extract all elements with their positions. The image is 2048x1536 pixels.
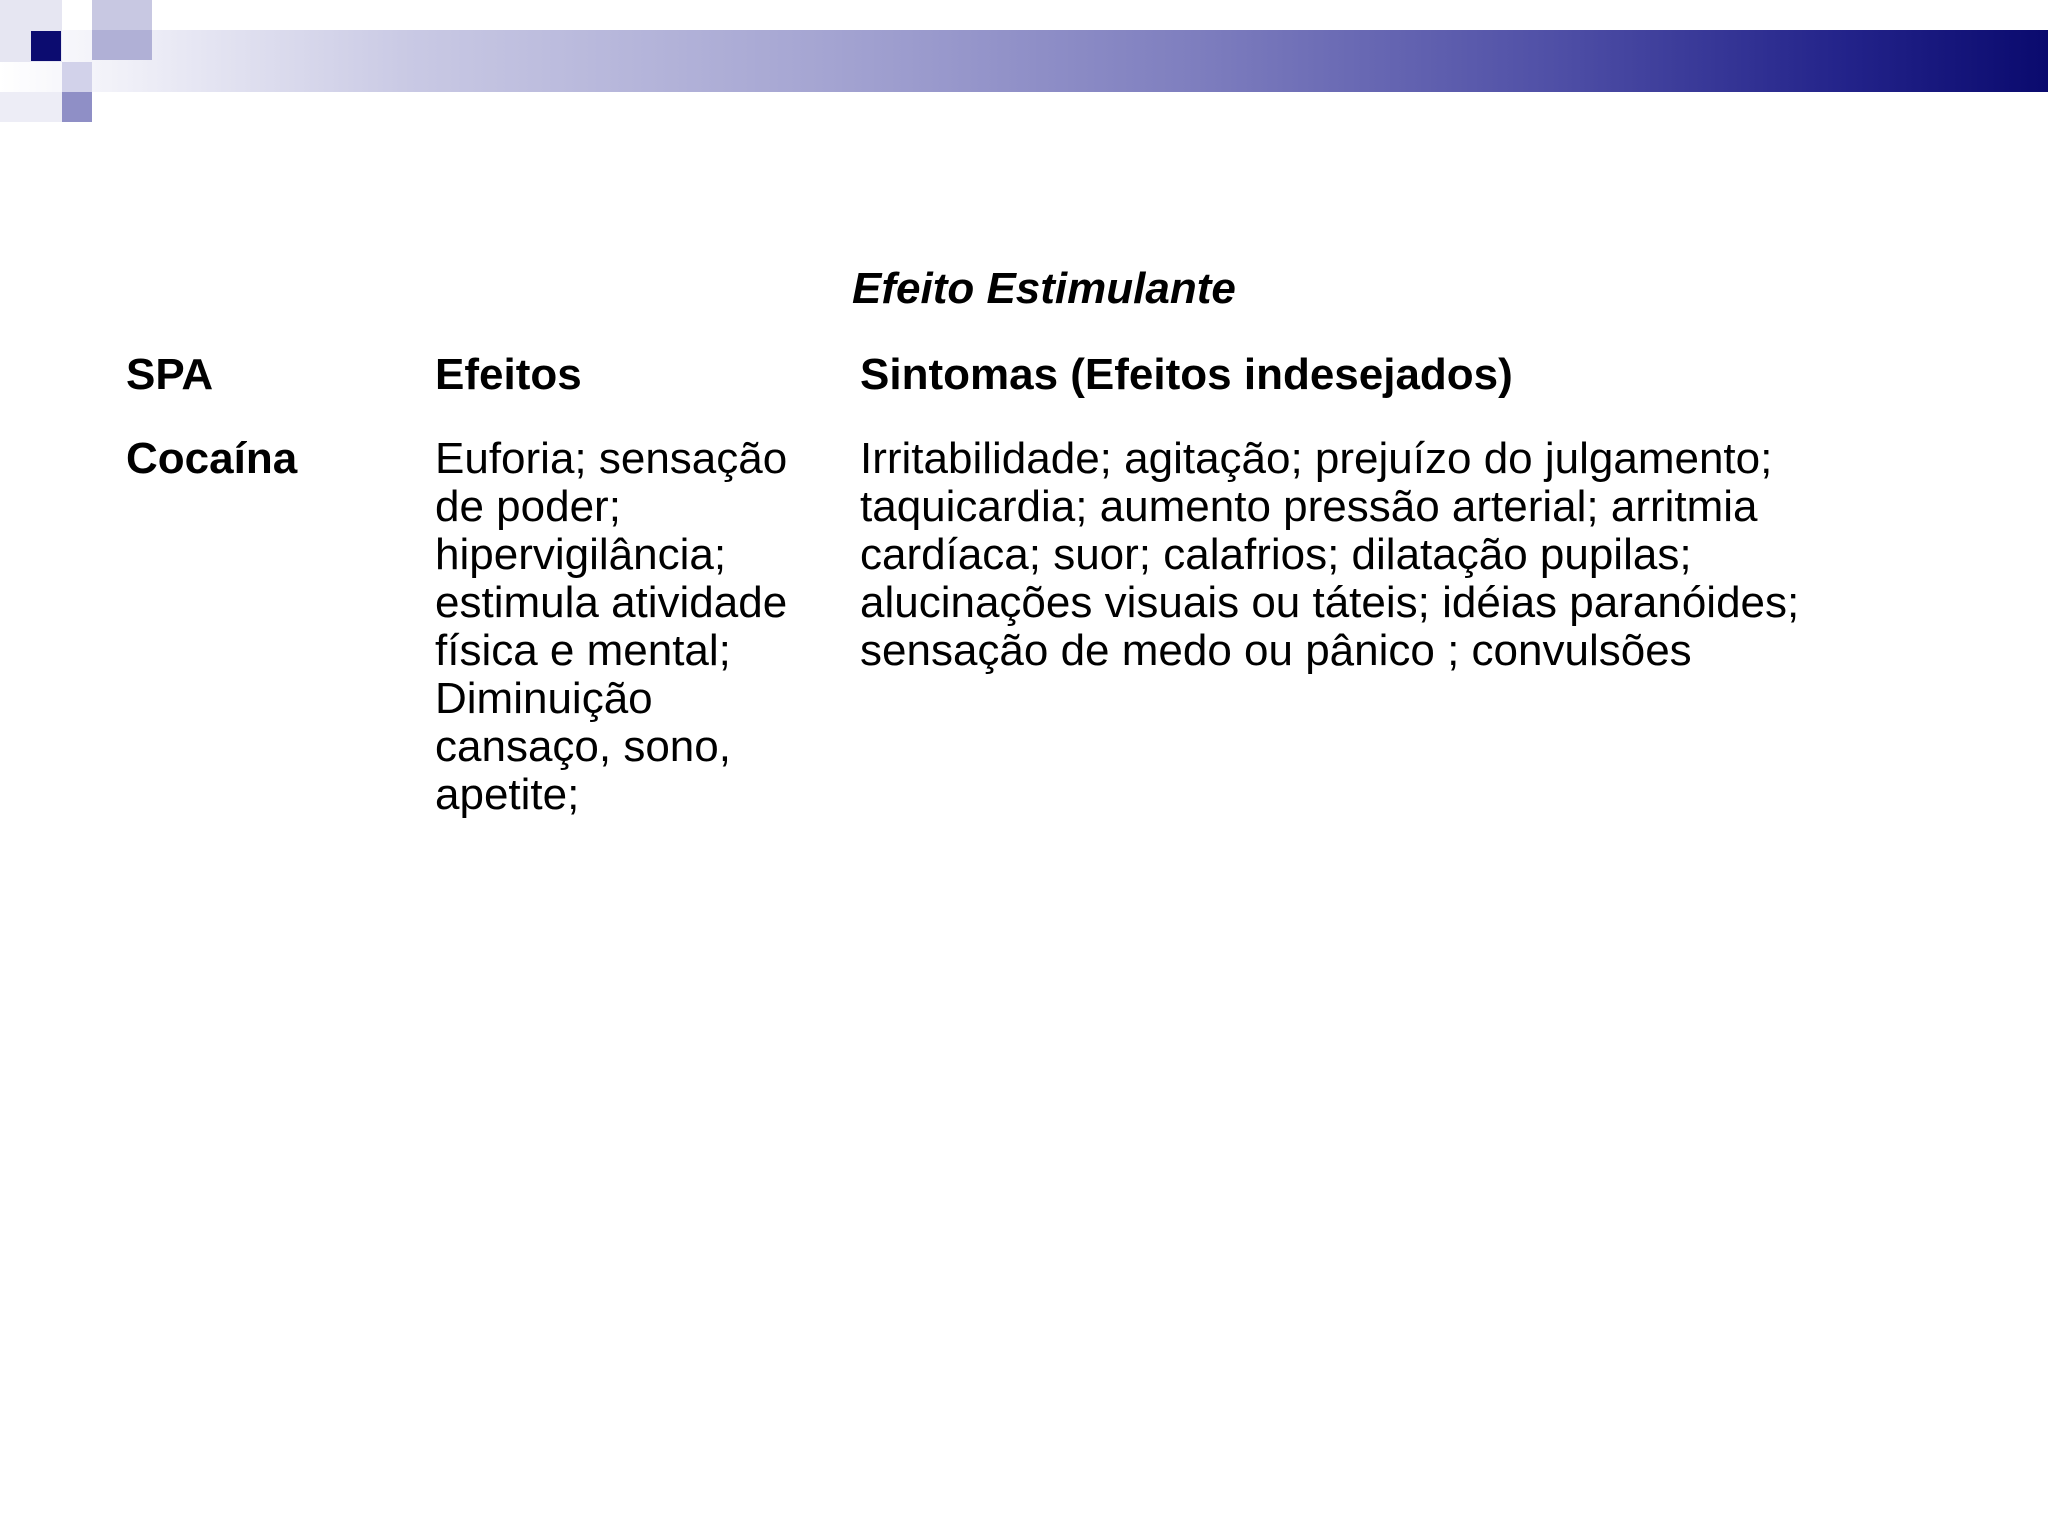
efeitos-line: Euforia; sensação [435, 434, 788, 483]
efeitos-line: estimula atividade [435, 578, 788, 627]
decor-square [92, 30, 152, 60]
efeitos-line: apetite; [435, 770, 580, 819]
sintomas-line: taquicardia; aumento pressão arterial; arritmia [860, 482, 1758, 531]
header-spa: SPA [126, 350, 214, 399]
decor-square [0, 92, 62, 122]
efeitos-line: hipervigilância; [435, 530, 727, 579]
sintomas-line: alucinações visuais ou táteis; idéias paranóides; [860, 578, 1800, 627]
decor-square [62, 92, 92, 122]
efeitos-line: cansaço, sono, [435, 722, 731, 771]
slide-title: Efeito Estimulante [852, 264, 1236, 313]
sintomas-line: cardíaca; suor; calafrios; dilatação pupilas; [860, 530, 1692, 579]
header-sintomas: Sintomas (Efeitos indesejados) [860, 350, 1513, 399]
cell-sintomas [860, 435, 1940, 675]
sintomas-line: sensação de medo ou pânico ; convulsões [860, 626, 1692, 675]
efeitos-line: de poder; [435, 482, 621, 531]
decor-square [31, 31, 61, 61]
sintomas-line: Irritabilidade; agitação; prejuízo do julgamento; [860, 434, 1773, 483]
decor-square [62, 62, 92, 92]
cell-efeitos [435, 435, 830, 819]
efeitos-line: física e mental; [435, 626, 731, 675]
decor-square [92, 0, 152, 30]
efeitos-line: Diminuição [435, 674, 653, 723]
header-efeitos: Efeitos [435, 350, 582, 399]
cell-spa: Cocaína [126, 434, 298, 483]
header-gradient-bar [0, 30, 2048, 92]
